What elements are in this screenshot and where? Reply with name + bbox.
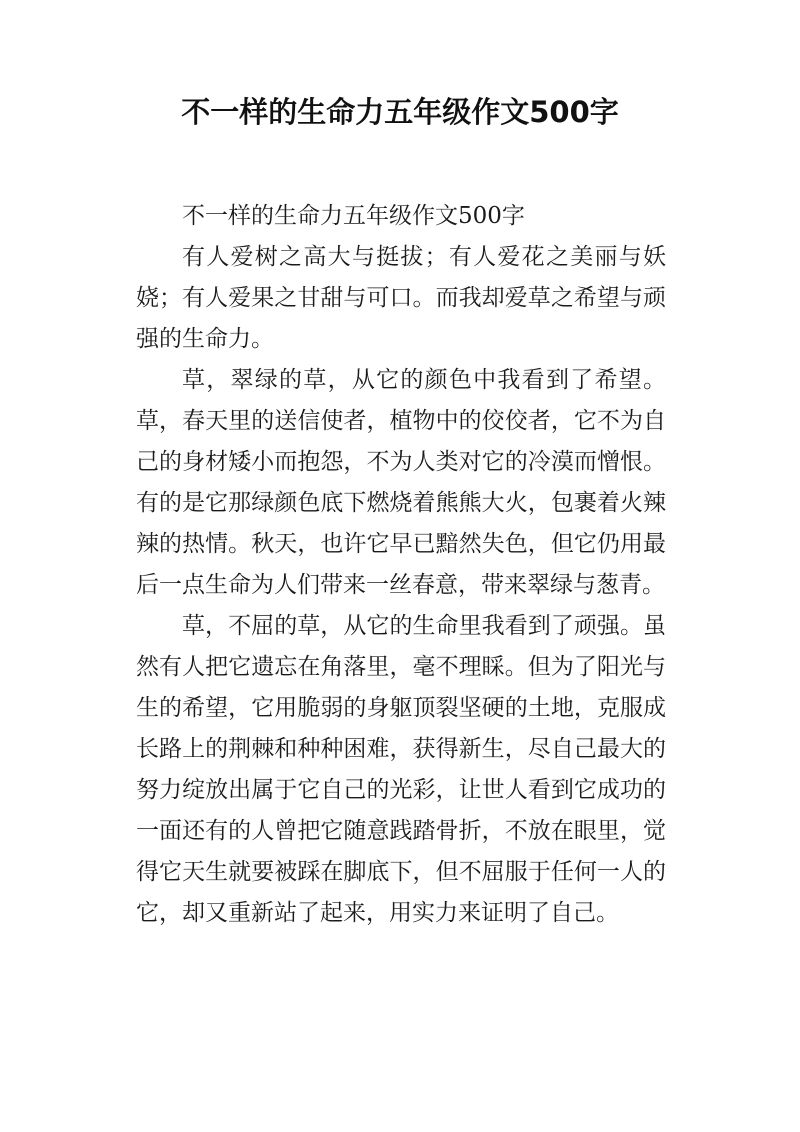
paragraph-resilient-grass: 草，不屈的草，从它的生命里我看到了顽强。虽然有人把它遗忘在角落里，毫不理睬。但为了阳光与生的希望，它用脆弱的身躯顶裂坚硬的土地，克服成长路上的荆棘和种种困难，获得新生，尽自己最大的努力绽放出属于它自己的光彩，让世人看到它成功的一面还有的人曾把它随意践踏骨折，不放在眼里，觉得它天生就要被踩在脚底下，但不屈服于任何一人的它，却又重新站了起来，用实力来证明了自己。 [136, 613, 666, 926]
paragraph-green-grass: 草，翠绿的草，从它的颜色中我看到了希望。草，春天里的送信使者，植物中的佼佼者，它不为自己的身材矮小而抱怨，不为人类对它的冷漠而憎恨。有的是它那绿颜色底下燃烧着熊熊大火，包裹着火辣辣的热情。秋天，也许它早已黯然失色，但它仍用最后一点生命为人们带来一丝春意，带来翠绿与葱青。 [136, 367, 666, 598]
paragraph-intro: 有人爱树之高大与挺拔；有人爱花之美丽与妖娆；有人爱果之甘甜与可口。而我却爱草之希望与顽强的生命力。 [136, 244, 666, 352]
paragraph-subtitle: 不一样的生命力五年级作文500字 [182, 203, 525, 229]
document-body [136, 196, 666, 934]
document-title: 不一样的生命力五年级作文500字 [181, 95, 619, 129]
